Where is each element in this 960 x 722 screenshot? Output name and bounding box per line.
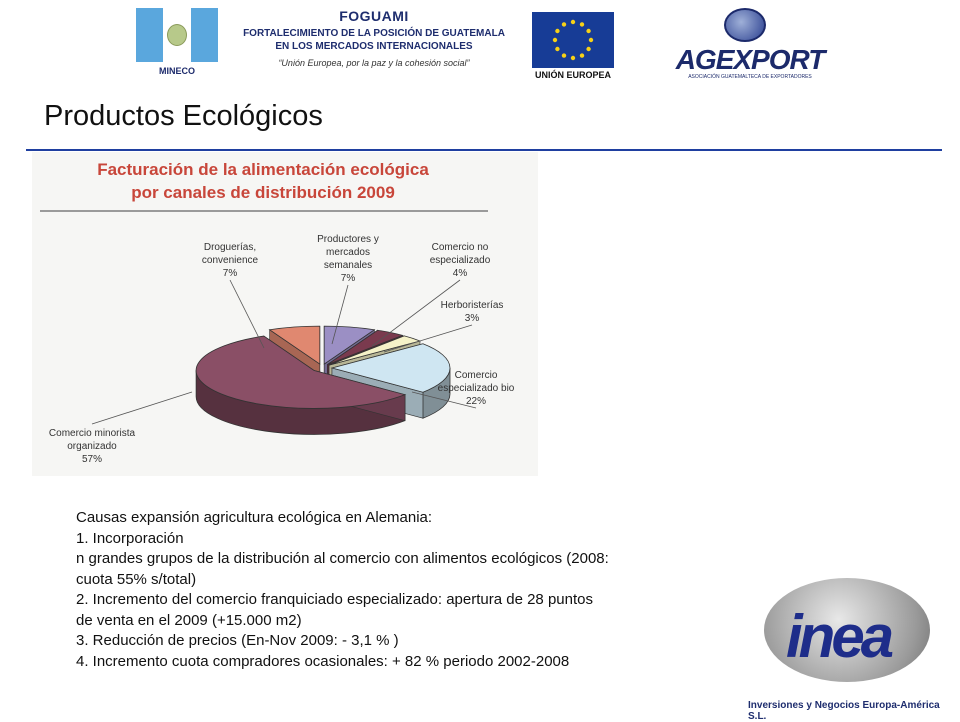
eu-star-icon — [571, 56, 575, 60]
body-line-1: Causas expansión agricultura ecológica en Alemania: — [76, 509, 433, 526]
body-line-7: 3. Reducción de precios (En-Nov 2009: - 3,1 % ) — [76, 632, 399, 649]
eu-star-icon — [553, 38, 557, 42]
eu-star-icon — [586, 29, 590, 33]
pie-leader-line-6 — [230, 280, 264, 348]
pie-category-label-3: Herboristerías — [440, 300, 504, 311]
foguami-line1: FORTALECIMIENTO DE LA POSICIÓN DE GUATEMALA — [243, 28, 505, 39]
chart-title-line1: Facturación de la alimentación ecológica — [97, 160, 429, 179]
pie-category-label-4: especializado bio — [437, 383, 515, 394]
pie-label-2 — [430, 242, 491, 279]
pie-category-label-4: Comercio — [454, 370, 498, 381]
eu-star-icon — [580, 53, 584, 57]
pie-label-6 — [202, 242, 259, 279]
pie-category-label-1: mercados — [326, 247, 370, 258]
page-title: Productos Ecológicos — [44, 100, 323, 132]
pie-value-label-4: 22% — [465, 396, 487, 407]
foguami-line2: EN LOS MERCADOS INTERNACIONALES — [275, 41, 473, 52]
pie-category-label-2: Comercio no — [431, 242, 489, 253]
chart-title-line2: por canales de distribución 2009 — [131, 183, 395, 202]
pie-value-label-2: 4% — [452, 268, 468, 279]
title-divider — [26, 149, 942, 151]
eu-flag — [532, 12, 614, 68]
eu-star-icon — [562, 53, 566, 57]
agexport-globe-icon — [724, 8, 766, 42]
header-logo-bar — [0, 0, 960, 88]
eu-star-icon — [580, 22, 584, 26]
eu-star-icon — [586, 47, 590, 51]
body-line-8: 4. Incremento cuota compradores ocasionales: + 82 % periodo 2002-2008 — [76, 652, 570, 670]
inea-mark: inea — [786, 603, 891, 670]
flag-stripe-left — [136, 8, 163, 62]
eu-star-icon — [555, 47, 559, 51]
pie-chart — [32, 152, 538, 476]
agexport-wordmark: AGEXPORT — [675, 44, 825, 75]
pie-chart-panel — [32, 152, 538, 476]
pie-leader-line-2 — [372, 280, 460, 346]
eu-star-icon — [562, 22, 566, 26]
flag-emblem-icon — [167, 24, 187, 46]
eu-stars-icon — [532, 12, 614, 68]
pie-value-label-3: 3% — [464, 313, 480, 324]
foguami-logo — [224, 8, 524, 78]
pie-category-label-1: Productores y — [317, 234, 379, 245]
pie-label-1 — [317, 234, 379, 284]
pie-category-label-5: Comercio minorista — [48, 428, 136, 439]
pie-value-label-5: 57% — [81, 454, 103, 465]
pie-category-label-1: semanales — [323, 260, 373, 271]
mineco-caption: MINECO — [159, 66, 195, 76]
inea-caption: Inversiones y Negocios Europa-América S.L. — [748, 700, 940, 722]
body-text — [76, 508, 756, 672]
pie-category-label-2: especializado — [429, 255, 491, 266]
pie-label-5 — [49, 428, 136, 465]
flag-stripe-right — [191, 8, 218, 62]
eu-logo — [532, 12, 614, 82]
guatemala-flag-logo — [136, 8, 218, 78]
body-line-6: de venta en el 2009 (+15.000 m2) — [76, 611, 302, 629]
pie-category-label-6: convenience — [201, 255, 259, 266]
eu-star-icon — [571, 20, 575, 24]
eu-caption: UNIÓN EUROPEA — [534, 70, 611, 80]
pie-leader-line-5 — [92, 392, 192, 424]
body-line-3: n grandes grupos de la distribución al comercio con alimentos ecológicos (2008: — [76, 550, 609, 567]
inea-logo — [748, 578, 960, 720]
pie-label-3 — [441, 300, 504, 324]
body-line-5: 2. Incremento del comercio franquiciado especializado: apertura de 28 puntos — [76, 591, 593, 608]
body-line-2: 1. Incorporación — [76, 529, 184, 547]
pie-value-label-1: 7% — [340, 273, 356, 284]
eu-star-icon — [555, 29, 559, 33]
agexport-subtitle: ASOCIACIÓN GUATEMALTECA DE EXPORTADORES — [688, 74, 812, 80]
foguami-slogan: “Unión Europea, por la paz y la cohesión social” — [278, 58, 470, 68]
body-line-4: cuota 55% s/total) — [76, 570, 197, 588]
eu-star-icon — [589, 38, 593, 42]
pie-category-label-5: organizado — [67, 441, 117, 452]
pie-category-label-6: Droguerías, — [203, 242, 257, 253]
foguami-title: FOGUAMI — [339, 8, 409, 24]
agexport-logo — [650, 8, 850, 78]
pie-value-label-6: 7% — [222, 268, 238, 279]
